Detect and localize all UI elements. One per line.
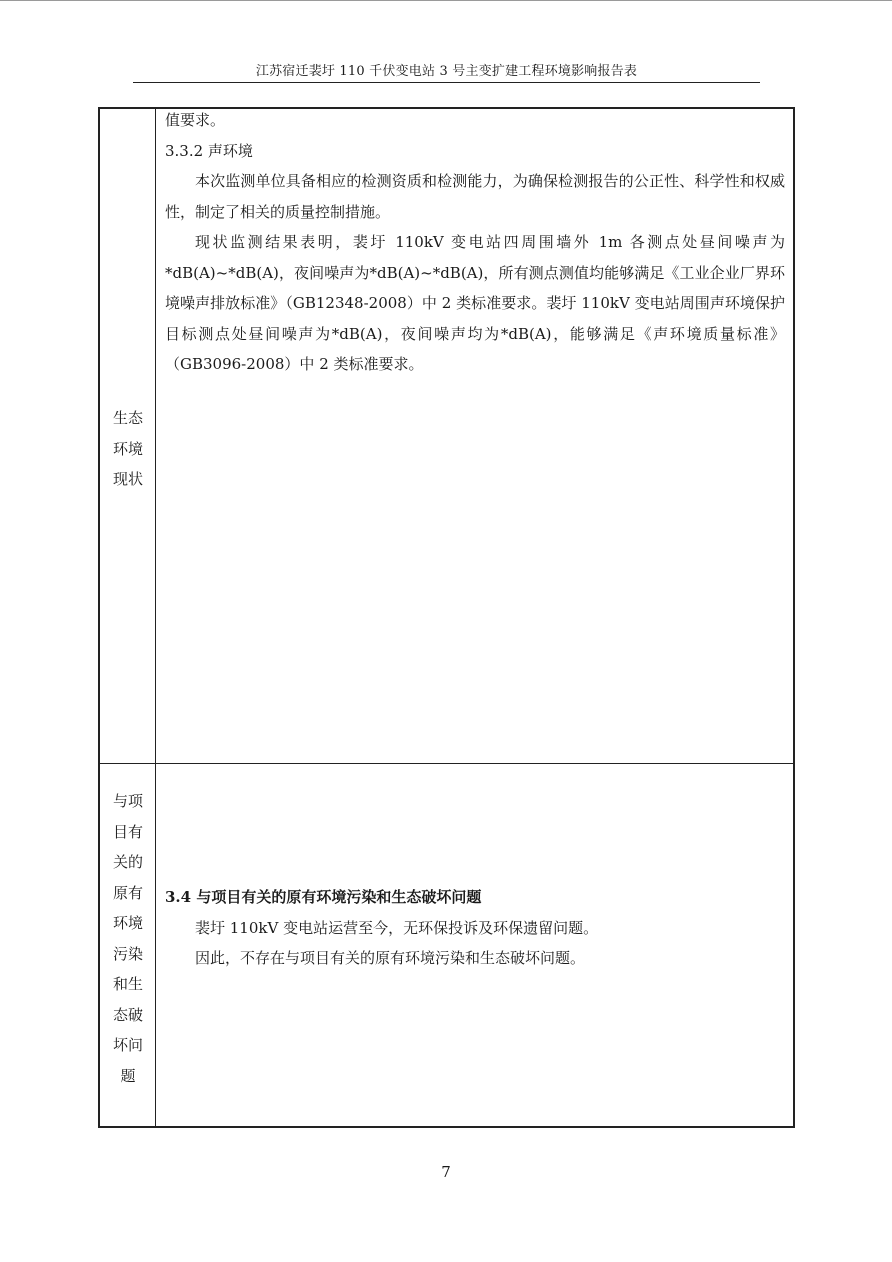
paragraph-quality-control: 本次监测单位具备相应的检测资质和检测能力，为确保检测报告的公正性、科学性和权威性，制定了相关的质量控制措施。 bbox=[165, 172, 785, 221]
paragraph-continuation: 值要求。 bbox=[165, 111, 226, 129]
section-heading-3-4: 3.4 与项目有关的原有环境污染和生态破坏问题 bbox=[165, 888, 482, 906]
row-2-label-line: 关的 bbox=[112, 853, 143, 871]
section-heading-3-3-2: 3.3.2 声环境 bbox=[165, 141, 253, 160]
paragraph-operation-status: 裴圩 110kV 变电站运营至今，无环保投诉及环保遗留问题。 bbox=[195, 918, 599, 937]
row-1-label-line: 环境 bbox=[112, 439, 143, 458]
page-number: 7 bbox=[441, 1163, 451, 1181]
paragraph-conclusion: 因此，不存在与项目有关的原有环境污染和生态破坏问题。 bbox=[195, 949, 586, 967]
row-1-label-line: 现状 bbox=[112, 470, 143, 488]
row-1-label-line: 生态 bbox=[112, 409, 143, 427]
row-2-label-line: 态破 bbox=[112, 1005, 143, 1024]
row-2-content bbox=[165, 882, 785, 974]
row-2-label-line: 原有 bbox=[112, 883, 143, 902]
page-top-edge bbox=[0, 0, 892, 1]
table-row-divider bbox=[99, 763, 794, 764]
row-1-label bbox=[100, 403, 156, 495]
row-2-label-line: 污染 bbox=[112, 944, 143, 963]
row-2-label-line: 目有 bbox=[112, 822, 143, 841]
row-2-label-line: 坏问 bbox=[112, 1036, 143, 1054]
row-2-label-line: 环境 bbox=[112, 914, 143, 932]
row-1-content bbox=[165, 105, 785, 380]
row-2-label-line: 题 bbox=[120, 1066, 136, 1085]
header-rule bbox=[133, 82, 760, 83]
row-2-label bbox=[100, 786, 156, 1091]
row-2-label-line: 与项 bbox=[112, 792, 143, 810]
header-title: 江苏宿迁裴圩 110 千伏变电站 3 号主变扩建工程环境影响报告表 bbox=[255, 64, 638, 79]
paragraph-monitoring-results: 现状监测结果表明，裴圩 110kV 变电站四周围墙外 1m 各测点处昼间噪声为*dB(A)~*dB(A)，夜间噪声为*dB(A)~*dB(A)，所有测点测值均能够满足《工业企业厂界环境噪声排放标准》（GB12348-2008）中 2 类标准要求。裴圩 110kV 变电站周围声环境保护目标测点处昼间噪声为*dB(A)，夜间噪声均为*dB(A)，能够满足《声环境质量标准》（GB3096-2008）中 2 类标准要求。 bbox=[165, 233, 785, 373]
row-2-label-line: 和生 bbox=[112, 975, 143, 993]
